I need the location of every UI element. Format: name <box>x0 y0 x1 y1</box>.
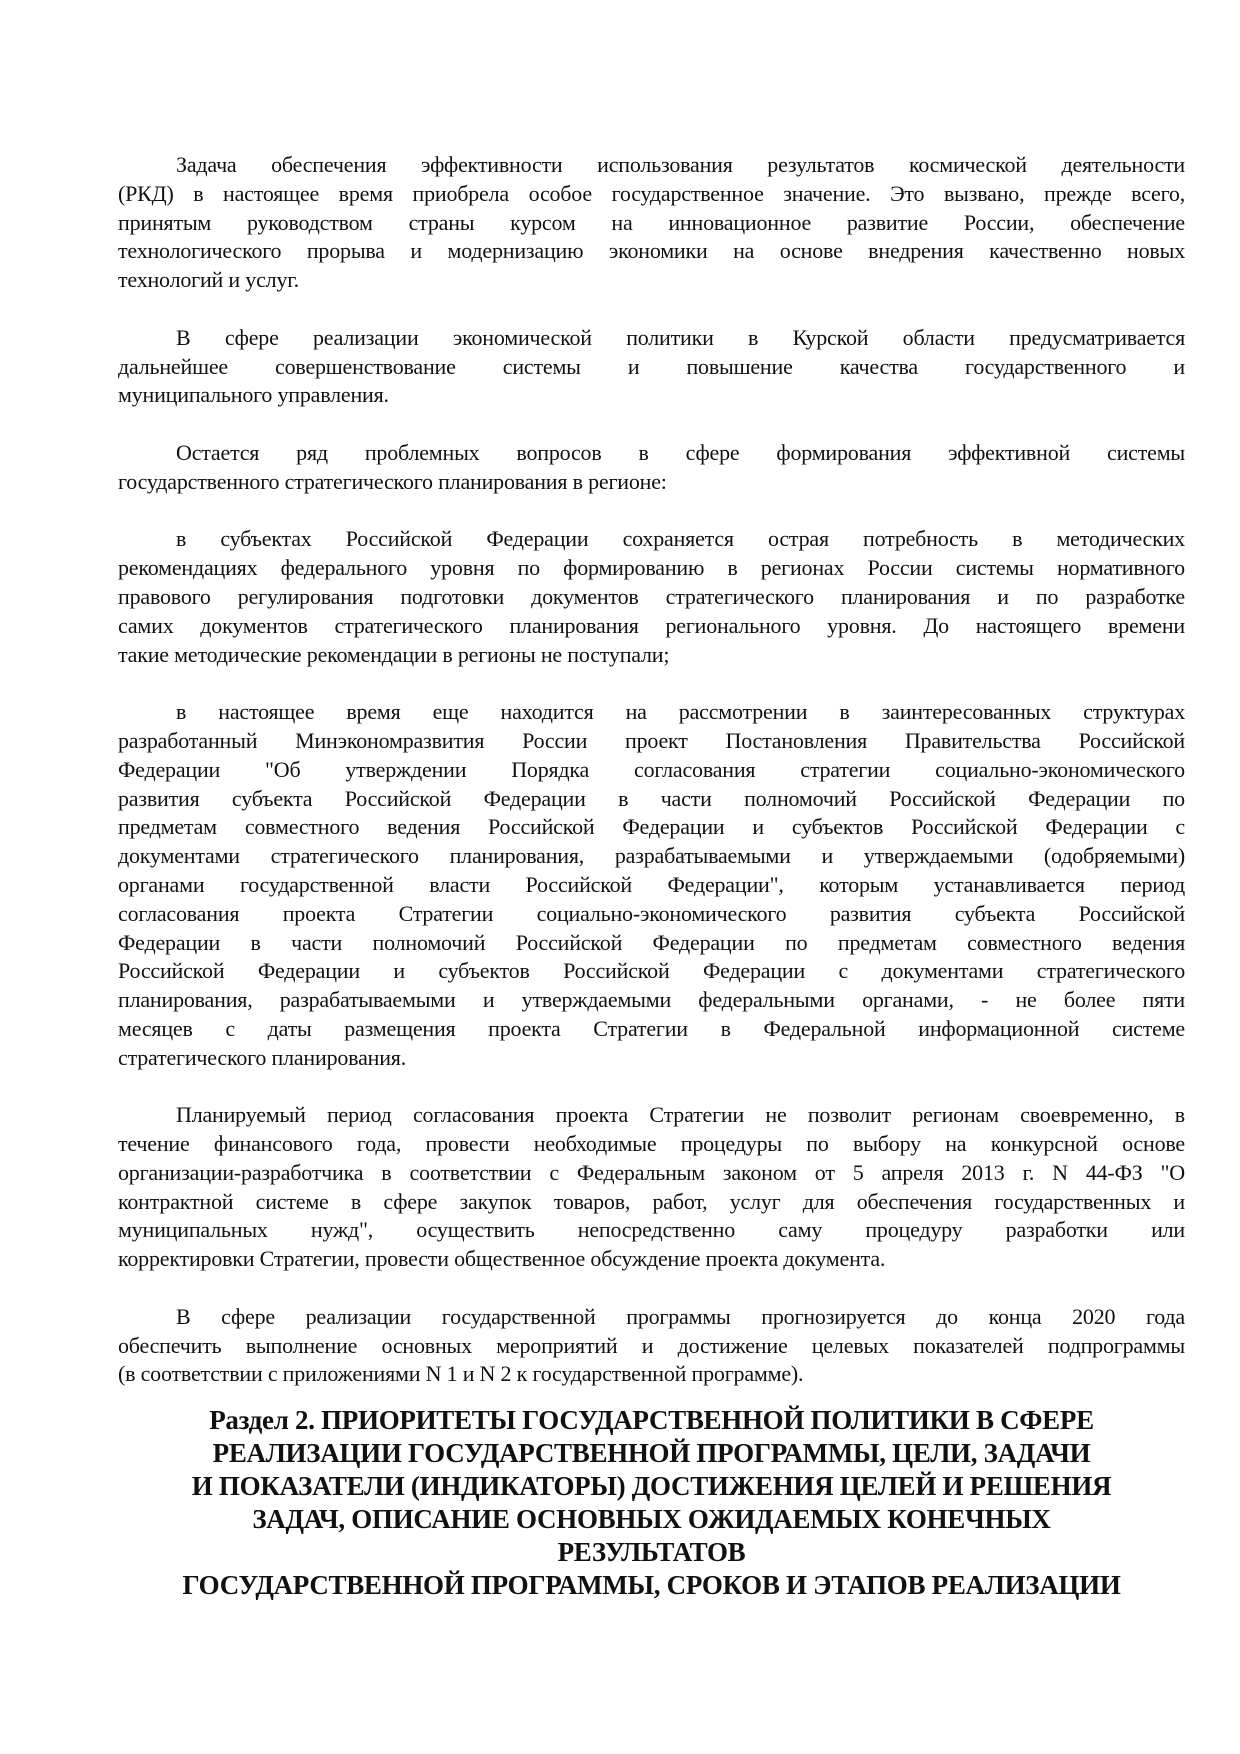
text-line: (в соответствии с приложениями N 1 и N 2 к государственной программе). <box>118 1361 804 1387</box>
heading-line: Раздел 2. ПРИОРИТЕТЫ ГОСУДАРСТВЕННОЙ ПОЛИТИКИ В СФЕРЕ <box>209 1405 1094 1436</box>
text-line: муниципальных нужд", осуществить непосредственно саму процедуру разработки или <box>118 1217 1185 1243</box>
text-line: планирования, разрабатываемыми и утверждаемыми федеральными органами, - не более пяти <box>118 987 1185 1013</box>
text-line: развития субъекта Российской Федерации в части полномочий Российской Федерации по <box>118 785 1185 811</box>
text-line: (РКД) в настоящее время приобрела особое государственное значение. Это вызвано, прежде всего, <box>118 180 1185 206</box>
text-line: в настоящее время еще находится на рассмотрении в заинтересованных структурах <box>176 699 1185 725</box>
paragraph <box>118 1101 1185 1274</box>
paragraph <box>118 525 1185 669</box>
heading-line: ГОСУДАРСТВЕННОЙ ПРОГРАММЫ, СРОКОВ И ЭТАПОВ РЕАЛИЗАЦИИ <box>182 1570 1121 1601</box>
text-line: принятым руководством страны курсом на инновационное развитие России, обеспечение <box>118 209 1185 235</box>
text-line: Федерации "Об утверждении Порядка согласования стратегии социально-экономического <box>118 756 1185 782</box>
text-line: Планируемый период согласования проекта Стратегии не позволит регионам своевременно, в <box>176 1102 1185 1128</box>
section-heading <box>118 1404 1185 1602</box>
text-line: стратегического планирования. <box>118 1044 406 1070</box>
text-line: Задача обеспечения эффективности использования результатов космической деятельности <box>176 152 1185 177</box>
heading-line: РЕАЛИЗАЦИИ ГОСУДАРСТВЕННОЙ ПРОГРАММЫ, ЦЕЛИ, ЗАДАЧИ <box>212 1438 1091 1469</box>
text-line: органами государственной власти Российской Федерации", которым устанавливается период <box>118 871 1185 897</box>
heading-line: РЕЗУЛЬТАТОВ <box>557 1537 746 1568</box>
paragraph <box>118 1303 1185 1389</box>
text-line: В сфере реализации государственной программы прогнозируется до конца 2020 года <box>176 1303 1185 1329</box>
text-line: муниципального управления. <box>118 382 389 408</box>
heading-line: И ПОКАЗАТЕЛИ (ИНДИКАТОРЫ) ДОСТИЖЕНИЯ ЦЕЛЕЙ И РЕШЕНИЯ <box>191 1471 1112 1502</box>
heading-line: ЗАДАЧ, ОПИСАНИЕ ОСНОВНЫХ ОЖИДАЕМЫХ КОНЕЧНЫХ <box>252 1504 1051 1535</box>
text-line: рекомендациях федерального уровня по формированию в регионах России системы нормативного <box>118 555 1185 581</box>
text-line: корректировки Стратегии, провести общественное обсуждение проекта документа. <box>118 1246 886 1272</box>
paragraph <box>118 151 1185 295</box>
text-line: дальнейшее совершенствование системы и повышение качества государственного и <box>118 353 1185 379</box>
text-line: месяцев с даты размещения проекта Стратегии в Федеральной информационной системе <box>118 1015 1185 1041</box>
text-line: В сфере реализации экономической политики в Курской области предусматривается <box>176 324 1185 350</box>
text-line: организации-разработчика в соответствии с Федеральным законом от 5 апреля 2013 г. N 44-ФЗ "О <box>118 1159 1185 1185</box>
text-line: технологий и услуг. <box>118 267 299 293</box>
text-line: Российской Федерации и субъектов Российской Федерации с документами стратегического <box>118 958 1185 984</box>
paragraph <box>118 324 1185 410</box>
text-line: обеспечить выполнение основных мероприятий и достижение целевых показателей подпрограммы <box>118 1332 1185 1358</box>
text-line: течение финансового года, провести необходимые процедуры по выбору на конкурсной основе <box>118 1131 1185 1157</box>
text-line: разработанный Минэкономразвития России проект Постановления Правительства Российской <box>118 727 1185 753</box>
body-text <box>118 151 1185 1389</box>
text-line: Остается ряд проблемных вопросов в сфере формирования эффективной системы <box>176 439 1185 465</box>
text-line: документами стратегического планирования, разрабатываемыми и утверждаемыми (одобряемыми) <box>118 843 1185 869</box>
document-page <box>118 151 1185 1602</box>
text-line: предметам совместного ведения Российской Федерации и субъектов Российской Федерации с <box>118 814 1185 840</box>
text-line: в субъектах Российской Федерации сохраняется острая потребность в методических <box>176 526 1185 552</box>
text-line: государственного стратегического планирования в регионе: <box>118 468 667 494</box>
text-line: согласования проекта Стратегии социально-экономического развития субъекта Российской <box>118 900 1185 926</box>
text-line: Федерации в части полномочий Российской Федерации по предметам совместного ведения <box>118 929 1185 955</box>
paragraph <box>118 439 1185 497</box>
paragraph <box>118 698 1185 1072</box>
text-line: самих документов стратегического планирования регионального уровня. До настоящего времени <box>118 612 1185 638</box>
text-line: контрактной системе в сфере закупок товаров, работ, услуг для обеспечения государственных и <box>118 1188 1185 1214</box>
text-line: такие методические рекомендации в регионы не поступали; <box>118 641 670 667</box>
text-line: технологического прорыва и модернизацию экономики на основе внедрения качественно новых <box>118 238 1185 264</box>
text-line: правового регулирования подготовки документов стратегического планирования и по разработке <box>118 583 1185 609</box>
